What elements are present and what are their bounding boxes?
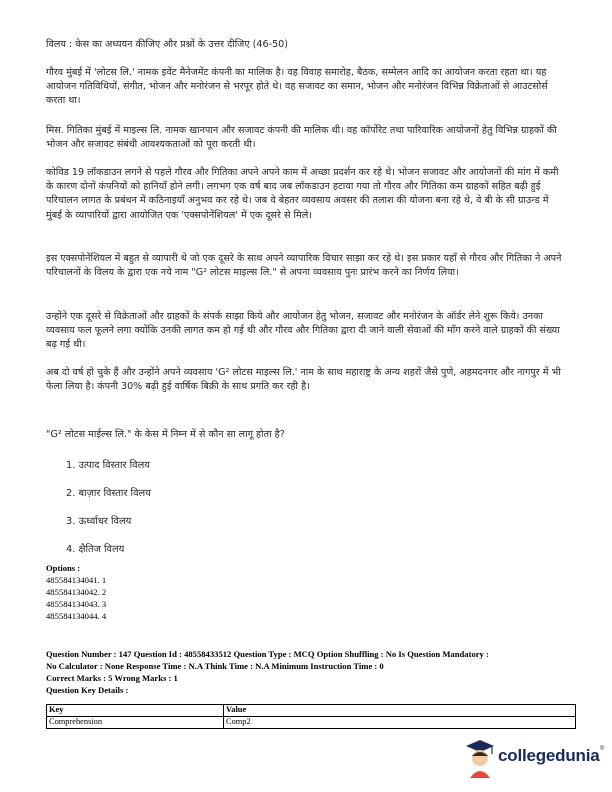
graduate-mascot-icon [462,736,498,780]
answer-option-4: 4. क्षैतिज विलय [66,544,125,555]
paragraph-6: अब दो वर्ष हो चुके हैं और उन्होंने अपने व्यवसाय 'G² लोटस माइल्स लि.' नाम के साथ महाराष्ट्र के अन्य शहरों जैसे पुणे, अहमदनगर और नागपुर में भी फेला लिया है। कंपनी 30% बढ़ी हुई वार्षिक बिक्री के साथ प्रगति कर रही है। [46,367,561,393]
options-list [46,562,106,622]
question-info-line-1: Question Number : 147 Question Id : 48558433512 Question Type : MCQ Option Shuffling : No Is Question Mandatory : [46,649,489,659]
question-info-line-2: No Calculator : None Response Time : N.A Think Time : N.A Minimum Instruction Time : 0 [46,661,384,671]
collegedunia-logo [462,736,605,780]
answer-option-3: 3. ऊर्ध्वाधर विलय [66,516,132,527]
paragraph-1: गौरव मुंबई में 'लोटस लि.' नामक इवेंट मैनेजमेंट कंपनी का मालिक है। वह विवाह समारोह, बैठक, सम्मेलन आदि का आयोजन करता रहता था। यह आयोजन गतिविधियों, संगीत, भोजन और मनोरंजन से भरपूर होते थे। वह सजावट का समान, भोजन और मनोरंजन विभिन्न विक्रेताओं से आउटसोर्स करता था। [46,67,548,107]
trademark-mark: ® [600,746,605,752]
table-header-value: Value [224,705,576,717]
key-details-table [46,704,576,729]
table-header-key: Key [47,705,224,717]
table-row [47,717,576,729]
answer-option-2: 2. बाज़ार विस्तार विलय [66,488,151,499]
question-info-line-3: Correct Marks : 5 Wrong Marks : 1 [46,673,178,683]
table-cell-key: Comprehension [47,717,224,729]
table-cell-value: Comp2 [224,717,576,729]
option-id-1: 485584134041. 1 [46,575,107,585]
paragraph-2: मिस. गितिका मुंबई में माइल्स लि. नामक खानपान और सजावट कंपनी की मालिक थी। वह कॉर्पोरेट तथा पारिवारिक आयोजनों हेतु विभिन्न ग्राहकों की भोजन और सजावट संबंधी आवश्यकताओं को पूरा करती थी। [46,125,557,151]
options-heading: Options : [46,563,81,573]
paragraph-4: इस एक्सपोनेंशियल में बहुत से व्यापारी थे जो एक दूसरे के साथ अपने व्यापारिक विचार साझा कर रहे थे। इस प्रकार यहाँ से गौरव और गितिका ने अपने परिचालनों के विलय के द्वारा एक नये नाम "G² लोटस माइल्स लि." से अपना व्यवसाय पुनः प्रारंभ करने का निर्णय लिया। [46,253,562,279]
logo-text: collegedunia [498,746,600,765]
question-text: "G² लोटस माईल्स लि." के केस में निम्न में से कौन सा लागू होता है? [46,429,285,440]
paragraph-5: उन्होंने एक दूसरे से विक्रेताओं और ग्राहकों के संपर्क साझा किये और आयोजन हेतु भोजन, सजावट और मनोरंजन के ऑर्डर लेने शुरू किये। उनका व्यवसाय फल फूलने लगा क्योंकि उनकी लागत कम हो गई थी और गौरव और गितिका द्वारा दी जाने वाली सेवाओं की माँग करने वाले ग्राहकों की संख्या बढ़ गई थी। [46,311,560,351]
question-info [46,648,576,696]
option-id-2: 485584134042. 2 [46,587,107,597]
table-header-row [47,705,576,717]
paragraph-3: कोविड 19 लॉकडाउन लगने से पहले गौरव और गितिका अपने अपने काम में अच्छा प्रदर्शन कर रहे थे। भोजन सजावट और आयोजनों की मांग में कमी के कारण दोनों कंपनियों को हानियाँ होने लगी। लगभग एक वर्ष बाद जब लॉकडाउन हटाया गया तो गौरव और गितिका कम ग्राहकों सहित बढ़ी हुई परिचालन लागत के प्रबंधन में कठिनाइयाँ अनुभव कर रहे थे। जब वे बेहतर व्यवसाय अवसर की तलाश की योजना बना रहे थे, वे बी के सी ग्राउन्ड में मुंबई के व्यापारियों द्वारा आयोजित एक 'एक्सपोनेंशियल' में एक दूसरे से मिले। [46,167,559,221]
question-info-line-4: Question Key Details : [46,685,129,695]
option-id-3: 485584134043. 3 [46,599,107,609]
answer-option-1: 1. उत्पाद विस्तार विलय [66,460,150,471]
option-id-4: 485584134044. 4 [46,611,107,621]
section-header: विलय : केस का अध्ययन कीजिए और प्रश्नों के उत्तर दीजिए (46-50) [46,39,289,50]
